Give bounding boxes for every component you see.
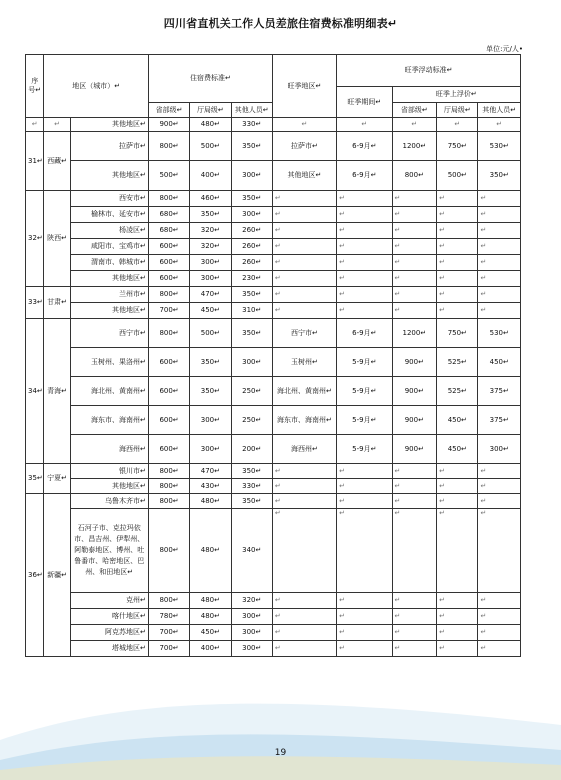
value-cell: 600↵	[148, 406, 189, 435]
value-cell: 400↵	[190, 641, 231, 657]
mark-cell: ↵	[337, 287, 392, 303]
value-cell: 320↵	[190, 223, 231, 239]
mark-cell: ↵	[337, 464, 392, 479]
mark-cell: ↵	[392, 464, 437, 479]
mark-cell: ↵	[26, 118, 44, 132]
mark-cell: ↵	[337, 609, 392, 625]
region-cell: 咸阳市、宝鸡市↵	[70, 239, 148, 255]
mark-cell: ↵	[478, 255, 521, 271]
table-row	[26, 118, 521, 132]
table-row	[26, 479, 521, 494]
value-cell: 800↵	[148, 479, 189, 494]
peak-value-cell: 525↵	[437, 348, 478, 377]
mark-cell: ↵	[392, 625, 437, 641]
seq-cell: 33↵	[26, 287, 44, 319]
header-peak-period: 旺季期间↵	[337, 87, 392, 118]
mark-cell: ↵	[272, 593, 336, 609]
value-cell: 350↵	[231, 319, 272, 348]
seq-cell: 32↵	[26, 191, 44, 287]
region-cell: 其他地区↵	[70, 161, 148, 191]
mark-cell: ↵	[392, 509, 437, 593]
table-row	[26, 625, 521, 641]
table-row	[26, 255, 521, 271]
header-ministerial: 省部级↵	[148, 103, 189, 118]
mark-cell: ↵	[392, 609, 437, 625]
mark-cell: ↵	[478, 191, 521, 207]
province-cell: 甘肃↵	[44, 287, 70, 319]
peak-value-cell: 530↵	[478, 319, 521, 348]
province-cell: 新疆↵	[44, 494, 70, 657]
peak-value-cell: 450↵	[437, 435, 478, 464]
mark-cell: ↵	[272, 223, 336, 239]
table-row	[26, 494, 521, 509]
table-row	[26, 239, 521, 255]
region-cell: 克州↵	[70, 593, 148, 609]
mark-cell: ↵	[272, 255, 336, 271]
value-cell: 800↵	[148, 509, 189, 593]
value-cell: 800↵	[148, 191, 189, 207]
value-cell: 450↵	[190, 303, 231, 319]
mark-cell: ↵	[337, 118, 392, 132]
province-cell: 青海↵	[44, 319, 70, 464]
mark-cell: ↵	[272, 287, 336, 303]
mark-cell: ↵	[478, 118, 521, 132]
table-row	[26, 287, 521, 303]
mark-cell: ↵	[392, 593, 437, 609]
value-cell: 470↵	[190, 287, 231, 303]
value-cell: 350↵	[190, 348, 231, 377]
value-cell: 330↵	[231, 118, 272, 132]
region-cell: 其他地区↵	[70, 303, 148, 319]
value-cell: 680↵	[148, 223, 189, 239]
value-cell: 500↵	[190, 319, 231, 348]
value-cell: 480↵	[190, 118, 231, 132]
mark-cell: ↵	[437, 593, 478, 609]
period-cell: 6-9月↵	[337, 132, 392, 161]
value-cell: 230↵	[231, 271, 272, 287]
value-cell: 350↵	[231, 191, 272, 207]
region-cell: 喀什地区↵	[70, 609, 148, 625]
mark-cell: ↵	[478, 509, 521, 593]
peak-value-cell: 375↵	[478, 377, 521, 406]
region-cell: 兰州市↵	[70, 287, 148, 303]
table-row	[26, 191, 521, 207]
value-cell: 700↵	[148, 641, 189, 657]
value-cell: 800↵	[148, 132, 189, 161]
mark-cell: ↵	[337, 509, 392, 593]
table-row	[26, 593, 521, 609]
period-cell: 5-9月↵	[337, 348, 392, 377]
table-row	[26, 132, 521, 161]
peak-value-cell: 900↵	[392, 435, 437, 464]
peak-value-cell: 350↵	[478, 161, 521, 191]
value-cell: 900↵	[148, 118, 189, 132]
header-peak-upper: 旺季上浮价↵	[392, 87, 520, 103]
value-cell: 260↵	[231, 239, 272, 255]
value-cell: 600↵	[148, 377, 189, 406]
value-cell: 600↵	[148, 348, 189, 377]
region-cell: 渭南市、韩城市↵	[70, 255, 148, 271]
header-peak-region: 旺季地区↵	[272, 55, 336, 118]
value-cell: 460↵	[190, 191, 231, 207]
mark-cell: ↵	[478, 271, 521, 287]
period-cell: 6-9月↵	[337, 319, 392, 348]
mark-cell: ↵	[337, 207, 392, 223]
value-cell: 260↵	[231, 255, 272, 271]
mark-cell: ↵	[478, 303, 521, 319]
value-cell: 470↵	[190, 464, 231, 479]
table-row	[26, 223, 521, 239]
peak-value-cell: 375↵	[478, 406, 521, 435]
peak-value-cell: 750↵	[437, 319, 478, 348]
mark-cell: ↵	[44, 118, 70, 132]
value-cell: 800↵	[148, 464, 189, 479]
mark-cell: ↵	[437, 207, 478, 223]
peak-value-cell: 300↵	[478, 435, 521, 464]
mark-cell: ↵	[437, 464, 478, 479]
province-cell: 陕西↵	[44, 191, 70, 287]
value-cell: 480↵	[190, 609, 231, 625]
value-cell: 800↵	[148, 494, 189, 509]
value-cell: 400↵	[190, 161, 231, 191]
peak-value-cell: 900↵	[392, 377, 437, 406]
mark-cell: ↵	[437, 303, 478, 319]
value-cell: 310↵	[231, 303, 272, 319]
table-row	[26, 464, 521, 479]
value-cell: 700↵	[148, 303, 189, 319]
mark-cell: ↵	[337, 494, 392, 509]
mark-cell: ↵	[437, 609, 478, 625]
value-cell: 800↵	[148, 319, 189, 348]
value-cell: 300↵	[231, 161, 272, 191]
mark-cell: ↵	[272, 191, 336, 207]
mark-cell: ↵	[392, 479, 437, 494]
value-cell: 480↵	[190, 509, 231, 593]
value-cell: 680↵	[148, 207, 189, 223]
mark-cell: ↵	[337, 641, 392, 657]
table-row	[26, 348, 521, 377]
value-cell: 200↵	[231, 435, 272, 464]
peak-region-cell: 其他地区↵	[272, 161, 336, 191]
peak-region-cell: 海北州、黄南州↵	[272, 377, 336, 406]
value-cell: 700↵	[148, 625, 189, 641]
mark-cell: ↵	[437, 239, 478, 255]
mark-cell: ↵	[392, 118, 437, 132]
region-cell: 塔城地区↵	[70, 641, 148, 657]
mark-cell: ↵	[272, 625, 336, 641]
table-row	[26, 641, 521, 657]
value-cell: 350↵	[190, 207, 231, 223]
mark-cell: ↵	[478, 593, 521, 609]
peak-region-cell: 海东市、海南州↵	[272, 406, 336, 435]
mark-cell: ↵	[437, 641, 478, 657]
mark-cell: ↵	[392, 223, 437, 239]
mark-cell: ↵	[392, 191, 437, 207]
mark-cell: ↵	[437, 479, 478, 494]
table-row	[26, 271, 521, 287]
mark-cell: ↵	[478, 494, 521, 509]
value-cell: 450↵	[190, 625, 231, 641]
mark-cell: ↵	[392, 287, 437, 303]
table-row	[26, 609, 521, 625]
header-bureau: 厅局级↵	[190, 103, 231, 118]
seq-cell: 31↵	[26, 132, 44, 191]
peak-region-cell: 玉树州↵	[272, 348, 336, 377]
mark-cell: ↵	[272, 609, 336, 625]
table-row	[26, 435, 521, 464]
mark-cell: ↵	[478, 625, 521, 641]
period-cell: 6-9月↵	[337, 161, 392, 191]
mark-cell: ↵	[392, 207, 437, 223]
value-cell: 800↵	[148, 593, 189, 609]
region-cell: 其他地区↵	[70, 271, 148, 287]
value-cell: 480↵	[190, 593, 231, 609]
mark-cell: ↵	[337, 479, 392, 494]
value-cell: 250↵	[231, 377, 272, 406]
value-cell: 430↵	[190, 479, 231, 494]
mark-cell: ↵	[478, 609, 521, 625]
region-cell: 榆林市、延安市↵	[70, 207, 148, 223]
mark-cell: ↵	[478, 287, 521, 303]
period-cell: 5-9月↵	[337, 406, 392, 435]
peak-region-cell: 拉萨市↵	[272, 132, 336, 161]
value-cell: 500↵	[148, 161, 189, 191]
mark-cell: ↵	[337, 303, 392, 319]
mark-cell: ↵	[392, 641, 437, 657]
value-cell: 350↵	[231, 494, 272, 509]
region-cell: 银川市↵	[70, 464, 148, 479]
value-cell: 300↵	[231, 641, 272, 657]
mark-cell: ↵	[272, 464, 336, 479]
header-peak-ministerial: 省部级↵	[392, 103, 437, 118]
table-row	[26, 319, 521, 348]
mark-cell: ↵	[272, 509, 336, 593]
lodging-standard-table	[25, 54, 521, 657]
period-cell: 5-9月↵	[337, 377, 392, 406]
value-cell: 300↵	[231, 207, 272, 223]
value-cell: 300↵	[190, 271, 231, 287]
peak-value-cell: 525↵	[437, 377, 478, 406]
mark-cell: ↵	[337, 191, 392, 207]
mark-cell: ↵	[337, 593, 392, 609]
peak-value-cell: 450↵	[437, 406, 478, 435]
mark-cell: ↵	[478, 479, 521, 494]
table-row	[26, 406, 521, 435]
peak-value-cell: 1200↵	[392, 132, 437, 161]
table-row	[26, 509, 521, 593]
header-seq: 序号↵	[26, 55, 44, 118]
value-cell: 350↵	[231, 287, 272, 303]
peak-value-cell: 750↵	[437, 132, 478, 161]
table-row	[26, 377, 521, 406]
region-cell: 玉树州、果洛州↵	[70, 348, 148, 377]
mark-cell: ↵	[392, 271, 437, 287]
mark-cell: ↵	[437, 271, 478, 287]
value-cell: 330↵	[231, 479, 272, 494]
mark-cell: ↵	[392, 239, 437, 255]
page-number: 19	[274, 748, 287, 758]
header-other: 其他人员↵	[231, 103, 272, 118]
seq-cell: 35↵	[26, 464, 44, 494]
peak-value-cell: 1200↵	[392, 319, 437, 348]
value-cell: 350↵	[190, 377, 231, 406]
value-cell: 250↵	[231, 406, 272, 435]
mark-cell: ↵	[337, 239, 392, 255]
value-cell: 600↵	[148, 255, 189, 271]
header-peak-other: 其他人员↵	[478, 103, 521, 118]
mark-cell: ↵	[437, 625, 478, 641]
mark-cell: ↵	[437, 255, 478, 271]
mark-cell: ↵	[337, 255, 392, 271]
period-cell: 5-9月↵	[337, 435, 392, 464]
province-cell: 宁夏↵	[44, 464, 70, 494]
value-cell: 480↵	[190, 494, 231, 509]
value-cell: 300↵	[190, 406, 231, 435]
region-cell: 石河子市、克拉玛依市、昌吉州、伊犁州、阿勒泰地区、博州、吐鲁番市、哈密地区、巴州、和田地区↵	[70, 509, 148, 593]
peak-value-cell: 530↵	[478, 132, 521, 161]
region-cell: 海东市、海南州↵	[70, 406, 148, 435]
header-peak-bureau: 厅局级↵	[437, 103, 478, 118]
mark-cell: ↵	[337, 223, 392, 239]
mark-cell: ↵	[272, 239, 336, 255]
region-cell: 海西州↵	[70, 435, 148, 464]
mark-cell: ↵	[272, 118, 336, 132]
header-region: 地区（城市）↵	[44, 55, 148, 118]
province-cell: 西藏↵	[44, 132, 70, 191]
mark-cell: ↵	[272, 479, 336, 494]
value-cell: 350↵	[231, 132, 272, 161]
value-cell: 340↵	[231, 509, 272, 593]
peak-region-cell: 海西州↵	[272, 435, 336, 464]
mark-cell: ↵	[437, 118, 478, 132]
mark-cell: ↵	[437, 287, 478, 303]
region-cell: 其他地区↵	[70, 118, 148, 132]
value-cell: 320↵	[231, 593, 272, 609]
value-cell: 600↵	[148, 435, 189, 464]
table-row	[26, 207, 521, 223]
value-cell: 500↵	[190, 132, 231, 161]
page-title: 四川省直机关工作人员差旅住宿费标准明细表↵	[163, 17, 398, 30]
value-cell: 300↵	[231, 348, 272, 377]
region-cell: 拉萨市↵	[70, 132, 148, 161]
decorative-wave-footer	[0, 670, 561, 780]
table-row	[26, 303, 521, 319]
value-cell: 320↵	[190, 239, 231, 255]
mark-cell: ↵	[437, 191, 478, 207]
peak-region-cell: 西宁市↵	[272, 319, 336, 348]
header-lodging-standard: 住宿费标准↵	[148, 55, 272, 103]
mark-cell: ↵	[272, 271, 336, 287]
value-cell: 780↵	[148, 609, 189, 625]
region-cell: 阿克苏地区↵	[70, 625, 148, 641]
mark-cell: ↵	[272, 303, 336, 319]
peak-value-cell: 900↵	[392, 406, 437, 435]
mark-cell: ↵	[272, 207, 336, 223]
mark-cell: ↵	[437, 223, 478, 239]
mark-cell: ↵	[437, 509, 478, 593]
mark-cell: ↵	[392, 303, 437, 319]
region-cell: 其他地区↵	[70, 479, 148, 494]
region-cell: 西宁市↵	[70, 319, 148, 348]
value-cell: 300↵	[190, 435, 231, 464]
mark-cell: ↵	[437, 494, 478, 509]
unit-label: 单位:元/人•	[486, 45, 523, 53]
peak-value-cell: 450↵	[478, 348, 521, 377]
value-cell: 350↵	[231, 464, 272, 479]
region-cell: 西安市↵	[70, 191, 148, 207]
mark-cell: ↵	[272, 494, 336, 509]
value-cell: 300↵	[190, 255, 231, 271]
mark-cell: ↵	[392, 494, 437, 509]
value-cell: 600↵	[148, 271, 189, 287]
mark-cell: ↵	[337, 271, 392, 287]
mark-cell: ↵	[478, 641, 521, 657]
value-cell: 300↵	[231, 609, 272, 625]
region-cell: 杨凌区↵	[70, 223, 148, 239]
seq-cell: 36↵	[26, 494, 44, 657]
region-cell: 乌鲁木齐市↵	[70, 494, 148, 509]
header-peak-float: 旺季浮动标准↵	[337, 55, 521, 87]
table-row	[26, 161, 521, 191]
peak-value-cell: 800↵	[392, 161, 437, 191]
value-cell: 300↵	[231, 625, 272, 641]
mark-cell: ↵	[478, 464, 521, 479]
mark-cell: ↵	[337, 625, 392, 641]
seq-cell: 34↵	[26, 319, 44, 464]
peak-value-cell: 500↵	[437, 161, 478, 191]
peak-value-cell: 900↵	[392, 348, 437, 377]
region-cell: 海北州、黄南州↵	[70, 377, 148, 406]
mark-cell: ↵	[478, 207, 521, 223]
mark-cell: ↵	[478, 223, 521, 239]
value-cell: 800↵	[148, 287, 189, 303]
mark-cell: ↵	[392, 255, 437, 271]
value-cell: 600↵	[148, 239, 189, 255]
mark-cell: ↵	[272, 641, 336, 657]
mark-cell: ↵	[478, 239, 521, 255]
value-cell: 260↵	[231, 223, 272, 239]
